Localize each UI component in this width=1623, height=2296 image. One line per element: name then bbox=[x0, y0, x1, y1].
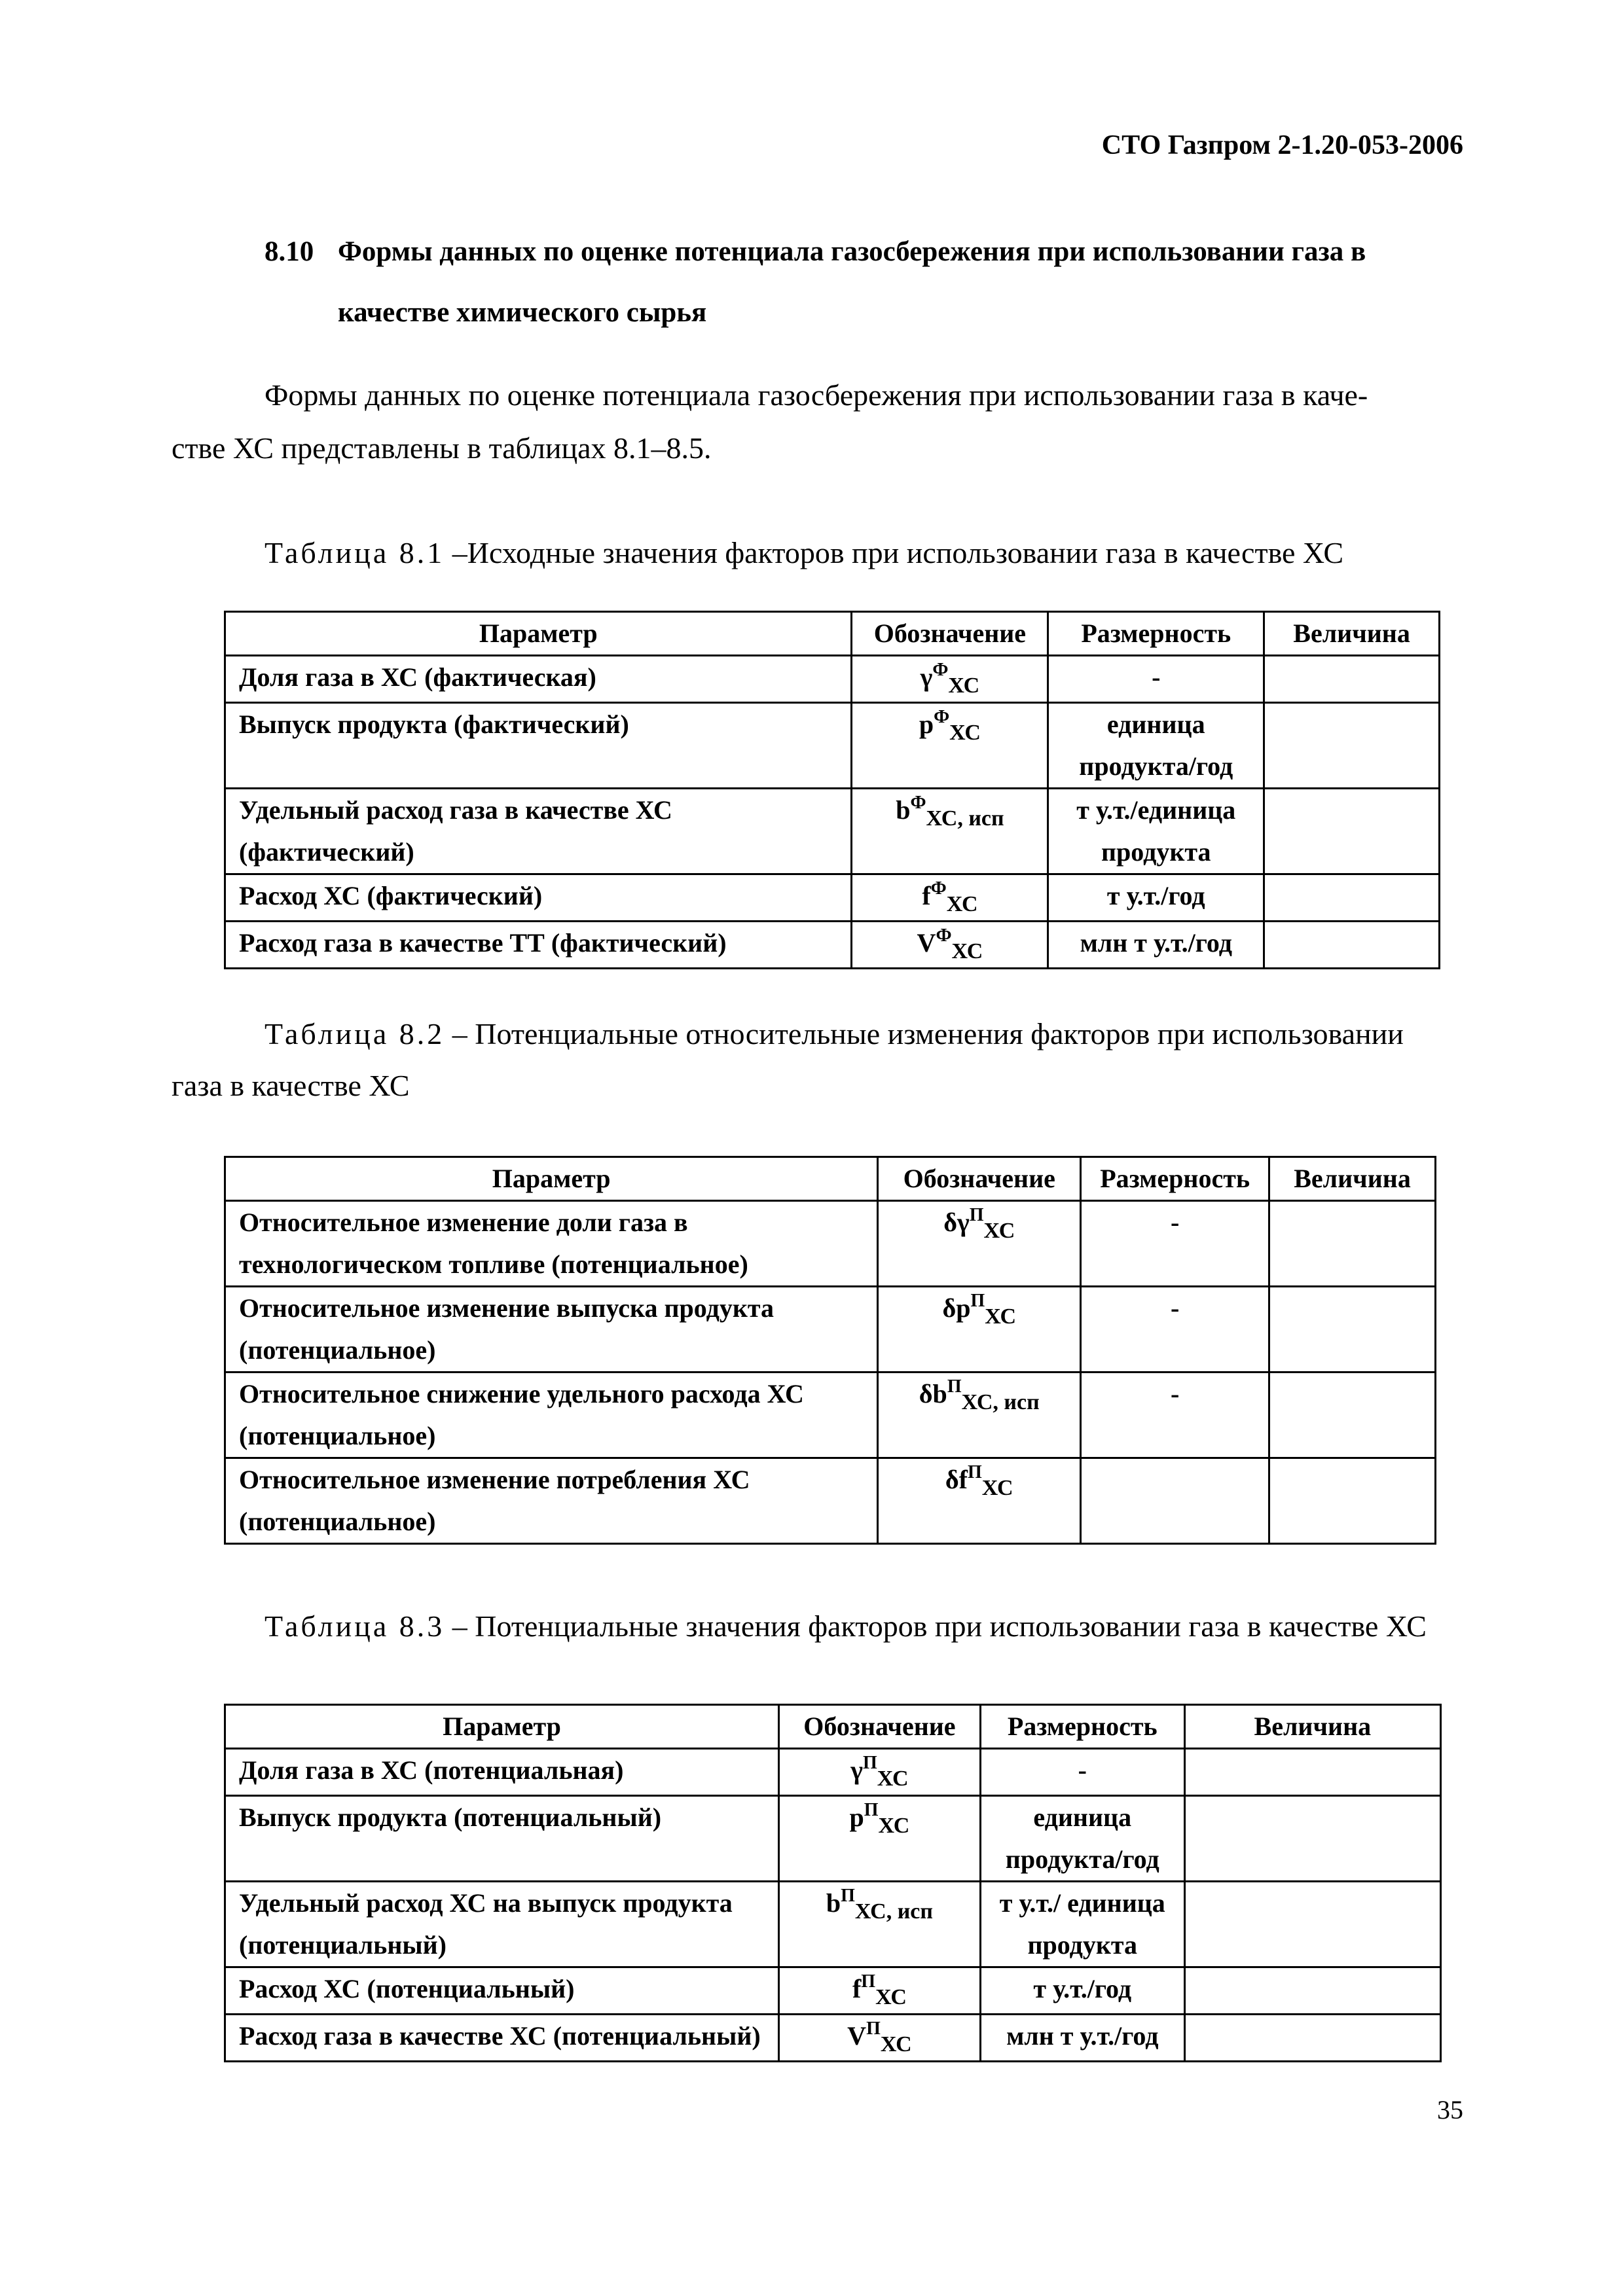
table-2-caption bbox=[264, 1016, 1404, 1051]
parameter-text: Относительное изменение доли газа в bbox=[239, 1208, 688, 1237]
symbol-subscript: ХС bbox=[981, 1476, 1013, 1500]
value-cell bbox=[1264, 874, 1440, 922]
parameter-text: (потенциальное) bbox=[239, 1507, 436, 1536]
symbol-base: V bbox=[847, 2021, 867, 2051]
symbol-base: f bbox=[852, 1974, 862, 2003]
section-title-line-1: Формы данных по оценке потенциала газосбережения при использовании газа в bbox=[338, 236, 1366, 267]
value-cell bbox=[1269, 1201, 1436, 1287]
value-cell bbox=[1269, 1458, 1436, 1544]
symbol-superscript: Ф bbox=[936, 925, 952, 946]
table-3-caption-label: Таблица 8.3 bbox=[264, 1609, 445, 1643]
table-1-caption-text: –Исходные значения факторов при использовании газа в качестве ХС bbox=[445, 536, 1344, 569]
parameter-text: Выпуск продукта (потенциальный) bbox=[239, 1803, 662, 1832]
symbol-base: γ bbox=[920, 662, 933, 692]
symbol-superscript: П bbox=[947, 1376, 962, 1397]
unit-text: продукта bbox=[1027, 1930, 1138, 1960]
table-3 bbox=[224, 1704, 1442, 2062]
parameter-text: (потенциальный) bbox=[239, 1930, 447, 1960]
symbol-cell bbox=[878, 1201, 1081, 1287]
parameter-cell bbox=[225, 1749, 779, 1796]
symbol-cell bbox=[878, 1287, 1081, 1372]
parameter-cell bbox=[225, 1796, 779, 1882]
value-cell bbox=[1264, 703, 1440, 789]
intro-paragraph-line-1: Формы данных по оценке потенциала газосбережения при использовании газа в каче- bbox=[264, 378, 1368, 412]
symbol-cell bbox=[852, 703, 1048, 789]
table-row bbox=[225, 656, 1440, 703]
unit-text: - bbox=[1152, 662, 1161, 692]
parameter-text: технологическом топливе (потенциальное) bbox=[239, 1249, 748, 1279]
table-row bbox=[225, 2015, 1441, 2062]
symbol-cell bbox=[852, 789, 1048, 874]
unit-text: единица bbox=[1033, 1803, 1132, 1832]
unit-text: единица bbox=[1106, 709, 1205, 739]
unit-text: т у.т./год bbox=[1106, 881, 1205, 910]
parameter-text: Расход ХС (потенциальный) bbox=[239, 1974, 575, 2003]
symbol-cell bbox=[778, 1796, 980, 1882]
parameter-text: (потенциальное) bbox=[239, 1335, 436, 1365]
parameter-cell bbox=[225, 1201, 878, 1287]
table-1-caption bbox=[264, 535, 1343, 570]
value-cell bbox=[1264, 656, 1440, 703]
symbol-subscript: ХС bbox=[878, 1814, 910, 1838]
parameter-text: (потенциальное) bbox=[239, 1421, 436, 1450]
column-header: Обозначение bbox=[878, 1157, 1081, 1201]
parameter-cell bbox=[225, 1882, 779, 1967]
value-cell bbox=[1269, 1287, 1436, 1372]
symbol-superscript: П bbox=[970, 1291, 985, 1311]
unit-text: - bbox=[1170, 1208, 1180, 1237]
unit-text: - bbox=[1170, 1379, 1180, 1408]
symbol-base: b bbox=[826, 1888, 841, 1918]
column-header: Параметр bbox=[225, 1157, 878, 1201]
parameter-cell bbox=[225, 703, 852, 789]
document-header: СТО Газпром 2-1.20-053-2006 bbox=[1101, 130, 1463, 160]
symbol-subscript: ХС bbox=[983, 1219, 1015, 1243]
unit-cell bbox=[1048, 703, 1264, 789]
unit-text: т у.т./единица bbox=[1076, 795, 1236, 825]
table-row bbox=[225, 1372, 1436, 1458]
parameter-text: (фактический) bbox=[239, 837, 414, 867]
symbol-superscript: П bbox=[862, 1753, 877, 1773]
page-number: 35 bbox=[1437, 2095, 1463, 2125]
symbol-subscript: ХС bbox=[946, 892, 978, 916]
column-header: Параметр bbox=[225, 1705, 779, 1749]
parameter-text: Относительное изменение потребления ХС bbox=[239, 1465, 750, 1494]
table-row bbox=[225, 1967, 1441, 2015]
value-cell bbox=[1184, 1749, 1440, 1796]
table-header-row bbox=[225, 1157, 1436, 1201]
symbol-subscript: ХС, исп bbox=[961, 1390, 1040, 1414]
symbol-base: f bbox=[922, 881, 931, 910]
table-row bbox=[225, 922, 1440, 969]
table-1 bbox=[224, 611, 1440, 969]
symbol-base: δf bbox=[945, 1465, 968, 1494]
unit-text: т у.т./ единица bbox=[999, 1888, 1165, 1918]
parameter-text: Относительное изменение выпуска продукта bbox=[239, 1293, 775, 1323]
parameter-cell bbox=[225, 1372, 878, 1458]
unit-text: - bbox=[1078, 1755, 1087, 1785]
parameter-text: Доля газа в ХС (фактическая) bbox=[239, 662, 596, 692]
value-cell bbox=[1184, 2015, 1440, 2062]
unit-cell bbox=[1081, 1372, 1269, 1458]
value-cell bbox=[1184, 1796, 1440, 1882]
column-header: Величина bbox=[1269, 1157, 1436, 1201]
unit-cell bbox=[980, 2015, 1184, 2062]
value-cell bbox=[1184, 1967, 1440, 2015]
column-header: Обозначение bbox=[852, 612, 1048, 656]
symbol-cell bbox=[852, 656, 1048, 703]
unit-cell bbox=[980, 1882, 1184, 1967]
symbol-superscript: П bbox=[866, 2018, 881, 2039]
unit-cell bbox=[1048, 789, 1264, 874]
symbol-cell bbox=[778, 1882, 980, 1967]
unit-text: т у.т./год bbox=[1033, 1974, 1132, 2003]
symbol-cell bbox=[852, 922, 1048, 969]
value-cell bbox=[1264, 922, 1440, 969]
parameter-cell bbox=[225, 2015, 779, 2062]
value-cell bbox=[1269, 1372, 1436, 1458]
symbol-superscript: Ф bbox=[930, 878, 947, 899]
symbol-superscript: П bbox=[969, 1205, 984, 1225]
unit-cell bbox=[1048, 874, 1264, 922]
symbol-superscript: Ф bbox=[910, 793, 926, 813]
unit-text: млн т у.т./год bbox=[1080, 928, 1232, 958]
parameter-cell bbox=[225, 1967, 779, 2015]
symbol-base: p bbox=[919, 709, 934, 739]
table-2-caption-line-2: газа в качестве ХС bbox=[172, 1069, 410, 1102]
symbol-subscript: ХС, исп bbox=[854, 1899, 933, 1924]
column-header: Размерность bbox=[1048, 612, 1264, 656]
symbol-cell bbox=[878, 1372, 1081, 1458]
unit-text: продукта/год bbox=[1079, 751, 1233, 781]
parameter-cell bbox=[225, 1287, 878, 1372]
parameter-cell bbox=[225, 922, 852, 969]
parameter-text: Расход газа в качестве ТТ (фактический) bbox=[239, 928, 727, 958]
symbol-subscript: ХС, исп bbox=[926, 806, 1004, 831]
table-row bbox=[225, 703, 1440, 789]
table-2-caption-label: Таблица 8.2 bbox=[264, 1017, 445, 1050]
table-3-caption-text: – Потенциальные значения факторов при использовании газа в качестве ХС bbox=[445, 1609, 1427, 1643]
unit-cell bbox=[1081, 1458, 1269, 1544]
symbol-base: δp bbox=[942, 1293, 971, 1323]
symbol-subscript: ХС bbox=[880, 2032, 912, 2056]
table-2 bbox=[224, 1156, 1436, 1545]
table-row bbox=[225, 1882, 1441, 1967]
column-header: Размерность bbox=[980, 1705, 1184, 1749]
table-row bbox=[225, 1287, 1436, 1372]
unit-cell bbox=[1048, 656, 1264, 703]
symbol-base: p bbox=[849, 1803, 864, 1832]
symbol-superscript: П bbox=[841, 1886, 855, 1906]
table-row bbox=[225, 789, 1440, 874]
symbol-superscript: П bbox=[864, 1800, 879, 1820]
symbol-cell bbox=[878, 1458, 1081, 1544]
parameter-cell bbox=[225, 1458, 878, 1544]
unit-cell bbox=[1081, 1201, 1269, 1287]
table-2-caption-text: – Потенциальные относительные изменения факторов при использовании bbox=[445, 1017, 1404, 1050]
parameter-text: Выпуск продукта (фактический) bbox=[239, 709, 629, 739]
table-row bbox=[225, 1796, 1441, 1882]
symbol-cell bbox=[778, 1749, 980, 1796]
parameter-text: Удельный расход ХС на выпуск продукта bbox=[239, 1888, 733, 1918]
table-1-caption-label: Таблица 8.1 bbox=[264, 536, 445, 569]
parameter-text: Расход ХС (фактический) bbox=[239, 881, 543, 910]
parameter-text: Относительное снижение удельного расхода ХС bbox=[239, 1379, 804, 1408]
symbol-subscript: ХС bbox=[951, 939, 983, 963]
parameter-text: Удельный расход газа в качестве ХС bbox=[239, 795, 672, 825]
symbol-superscript: П bbox=[968, 1462, 982, 1482]
value-cell bbox=[1184, 1882, 1440, 1967]
unit-text: продукта/год bbox=[1005, 1844, 1159, 1874]
symbol-subscript: ХС bbox=[948, 673, 980, 698]
column-header: Величина bbox=[1264, 612, 1440, 656]
symbol-cell bbox=[852, 874, 1048, 922]
symbol-cell bbox=[778, 1967, 980, 2015]
symbol-superscript: Ф bbox=[932, 660, 949, 680]
column-header: Величина bbox=[1184, 1705, 1440, 1749]
symbol-subscript: ХС bbox=[877, 1767, 909, 1791]
symbol-subscript: ХС bbox=[985, 1304, 1017, 1329]
parameter-text: Расход газа в качестве ХС (потенциальный) bbox=[239, 2021, 761, 2051]
table-row bbox=[225, 874, 1440, 922]
symbol-cell bbox=[778, 2015, 980, 2062]
symbol-subscript: ХС bbox=[875, 1985, 907, 2009]
unit-cell bbox=[980, 1967, 1184, 2015]
table-header-row bbox=[225, 612, 1440, 656]
unit-cell bbox=[1048, 922, 1264, 969]
parameter-cell bbox=[225, 656, 852, 703]
column-header: Обозначение bbox=[778, 1705, 980, 1749]
unit-text: - bbox=[1170, 1293, 1180, 1323]
section-number: 8.10 bbox=[264, 236, 314, 267]
unit-cell bbox=[980, 1749, 1184, 1796]
value-cell bbox=[1264, 789, 1440, 874]
unit-text: продукта bbox=[1101, 837, 1211, 867]
section-title-line-2: качестве химического сырья bbox=[338, 297, 707, 328]
parameter-cell bbox=[225, 789, 852, 874]
table-row bbox=[225, 1749, 1441, 1796]
symbol-base: δb bbox=[919, 1379, 947, 1408]
intro-paragraph-line-2: стве ХС представлены в таблицах 8.1–8.5. bbox=[172, 431, 712, 465]
unit-cell bbox=[1081, 1287, 1269, 1372]
parameter-cell bbox=[225, 874, 852, 922]
symbol-base: δγ bbox=[943, 1208, 970, 1237]
symbol-base: b bbox=[896, 795, 911, 825]
symbol-base: γ bbox=[850, 1755, 863, 1785]
column-header: Параметр bbox=[225, 612, 852, 656]
symbol-base: V bbox=[917, 928, 936, 958]
symbol-subscript: ХС bbox=[949, 721, 981, 745]
table-row bbox=[225, 1201, 1436, 1287]
symbol-superscript: Ф bbox=[934, 707, 950, 727]
unit-cell bbox=[980, 1796, 1184, 1882]
parameter-text: Доля газа в ХС (потенциальная) bbox=[239, 1755, 624, 1785]
table-header-row bbox=[225, 1705, 1441, 1749]
column-header: Размерность bbox=[1081, 1157, 1269, 1201]
table-row bbox=[225, 1458, 1436, 1544]
symbol-superscript: П bbox=[861, 1971, 876, 1992]
unit-text: млн т у.т./год bbox=[1006, 2021, 1159, 2051]
table-3-caption bbox=[264, 1609, 1427, 1643]
